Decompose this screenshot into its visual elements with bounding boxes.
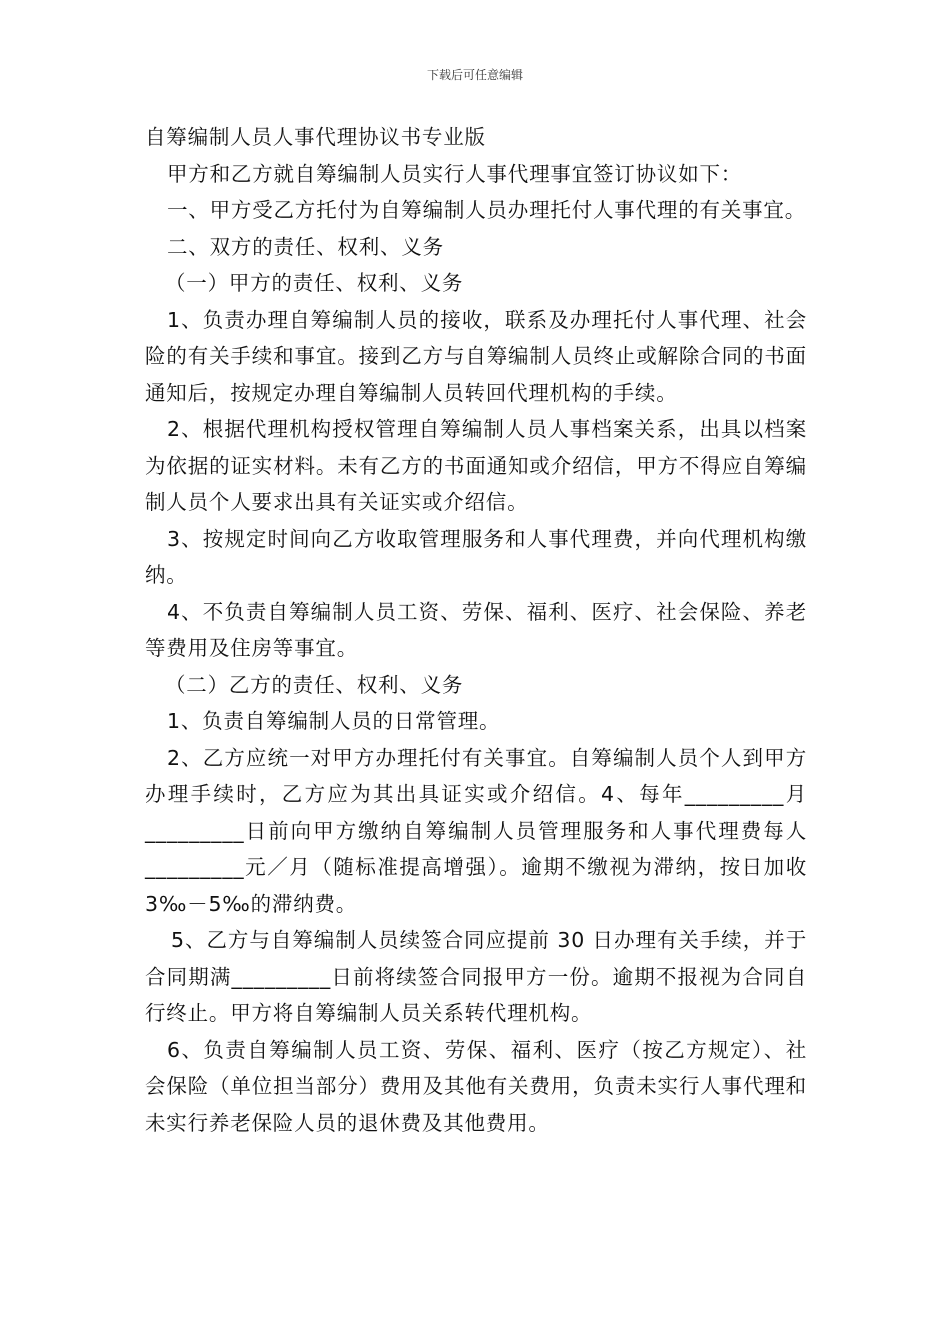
party-b-item-1: 1、负责自筹编制人员的日常管理。	[167, 709, 501, 733]
subsection-heading-party-a: （一）甲方的责任、权利、义务	[165, 271, 464, 295]
party-a-item-1: 1、负责办理自筹编制人员的接收，联系及办理托付人事代理、社会险的有关手续和事宜。接到乙方与自筹编制人员终止或解除合同的书面通知后，按规定办理自筹编制人员转回代理机构的手续。	[145, 307, 807, 405]
party-b-item-2-4: 2、乙方应统一对甲方办理托付有关事宜。自筹编制人员个人到甲方办理手续时，乙方应为其出具证实或介绍信。4、每年_________月_________日前向甲方缴纳自筹编制人员管理服务和人事代理费每人_________元／月（随标准提高增强）。逾期不缴视为滞纳，按日加收 3‰－5‰的滞纳费。	[145, 745, 807, 916]
subsection-heading-party-b: （二）乙方的责任、权利、义务	[165, 672, 464, 697]
document-body	[145, 119, 807, 1141]
party-a-item-4: 4、不负责自筹编制人员工资、劳保、福利、医疗、社会保险、养老等费用及住房等事宜。	[145, 599, 807, 660]
party-a-item-2: 2、根据代理机构授权管理自筹编制人员人事档案关系，出具以档案为依据的证实材料。未有乙方的书面通知或介绍信，甲方不得应自筹编制人员个人要求出具有关证实或介绍信。	[145, 417, 807, 514]
clause-1: 一、甲方受乙方托付为自筹编制人员办理托付人事代理的有关事宜。	[167, 198, 806, 222]
section-heading-2: 二、双方的责任、权利、义务	[167, 234, 444, 259]
header-note: 下载后可任意编辑	[426, 68, 523, 82]
intro-paragraph: 甲方和乙方就自筹编制人员实行人事代理事宜签订协议如下：	[167, 161, 743, 186]
party-b-item-6: 6、负责自筹编制人员工资、劳保、福利、医疗（按乙方规定）、社会保险（单位担当部分）费用及其他有关费用，负责未实行人事代理和未实行养老保险人员的退休费及其他费用。	[145, 1037, 807, 1135]
party-a-item-3: 3、按规定时间向乙方收取管理服务和人事代理费，并向代理机构缴纳。	[145, 526, 807, 587]
document-title: 自筹编制人员人事代理协议书专业版	[145, 125, 486, 149]
party-b-item-5: 5、乙方与自筹编制人员续签合同应提前 30 日办理有关手续，并于合同期满_________日前将续签合同报甲方一份。逾期不报视为合同自行终止。甲方将自筹编制人员关系转代理机构。	[145, 928, 807, 1025]
